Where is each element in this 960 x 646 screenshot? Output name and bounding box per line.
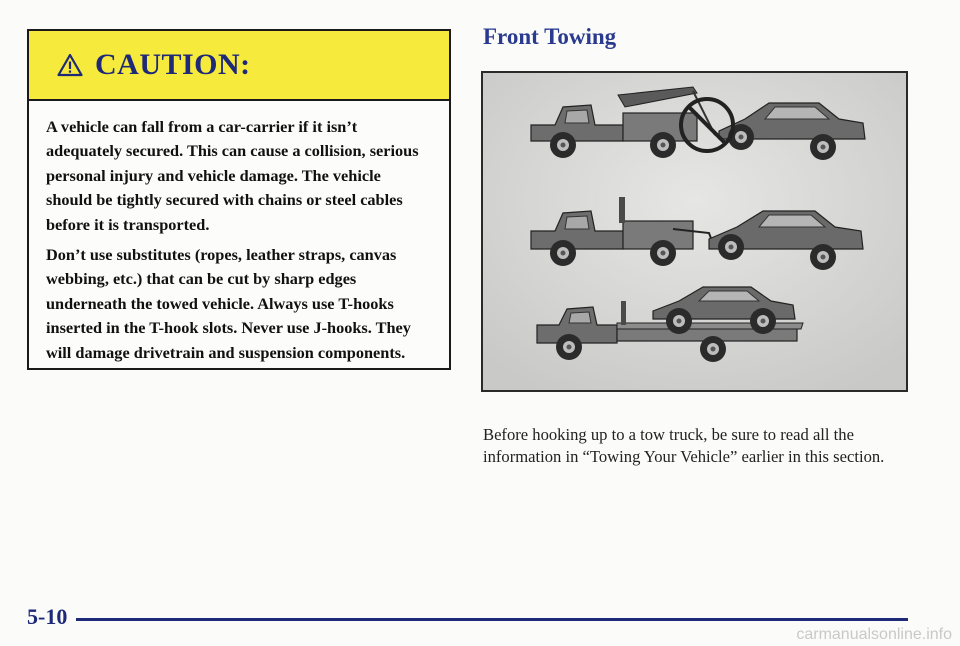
caution-header [29, 31, 449, 101]
caution-title: CAUTION: [95, 48, 251, 81]
section-body: Before hooking up to a tow truck, be sure to read all the information in “Towing Your Vehicle” earlier in this section. [483, 425, 885, 466]
footer-rule [76, 618, 908, 621]
watermark: carmanualsonline.info [796, 626, 952, 643]
caution-paragraph-1: A vehicle can fall from a car-carrier if it isn’t adequately secured. This can cause a collision, serious personal injury and vehicle damage. The vehicle should be tightly secured with chains or steel cables before it is transported. [46, 117, 419, 234]
towing-illustration [481, 71, 908, 392]
caution-paragraph-2: Don’t use substitutes (ropes, leather straps, canvas webbing, etc.) that can be cut by sharp edges underneath the towed vehicle. Always use T-hooks inserted in the T-hook slots. Never use J-hooks. They will damage drivetrain and suspension components. [46, 245, 411, 362]
section-title: Front Towing [483, 24, 617, 49]
warning-triangle-icon [57, 53, 83, 77]
caution-body [29, 101, 449, 365]
caution-box [27, 29, 451, 370]
page-number: 5-10 [27, 604, 68, 629]
